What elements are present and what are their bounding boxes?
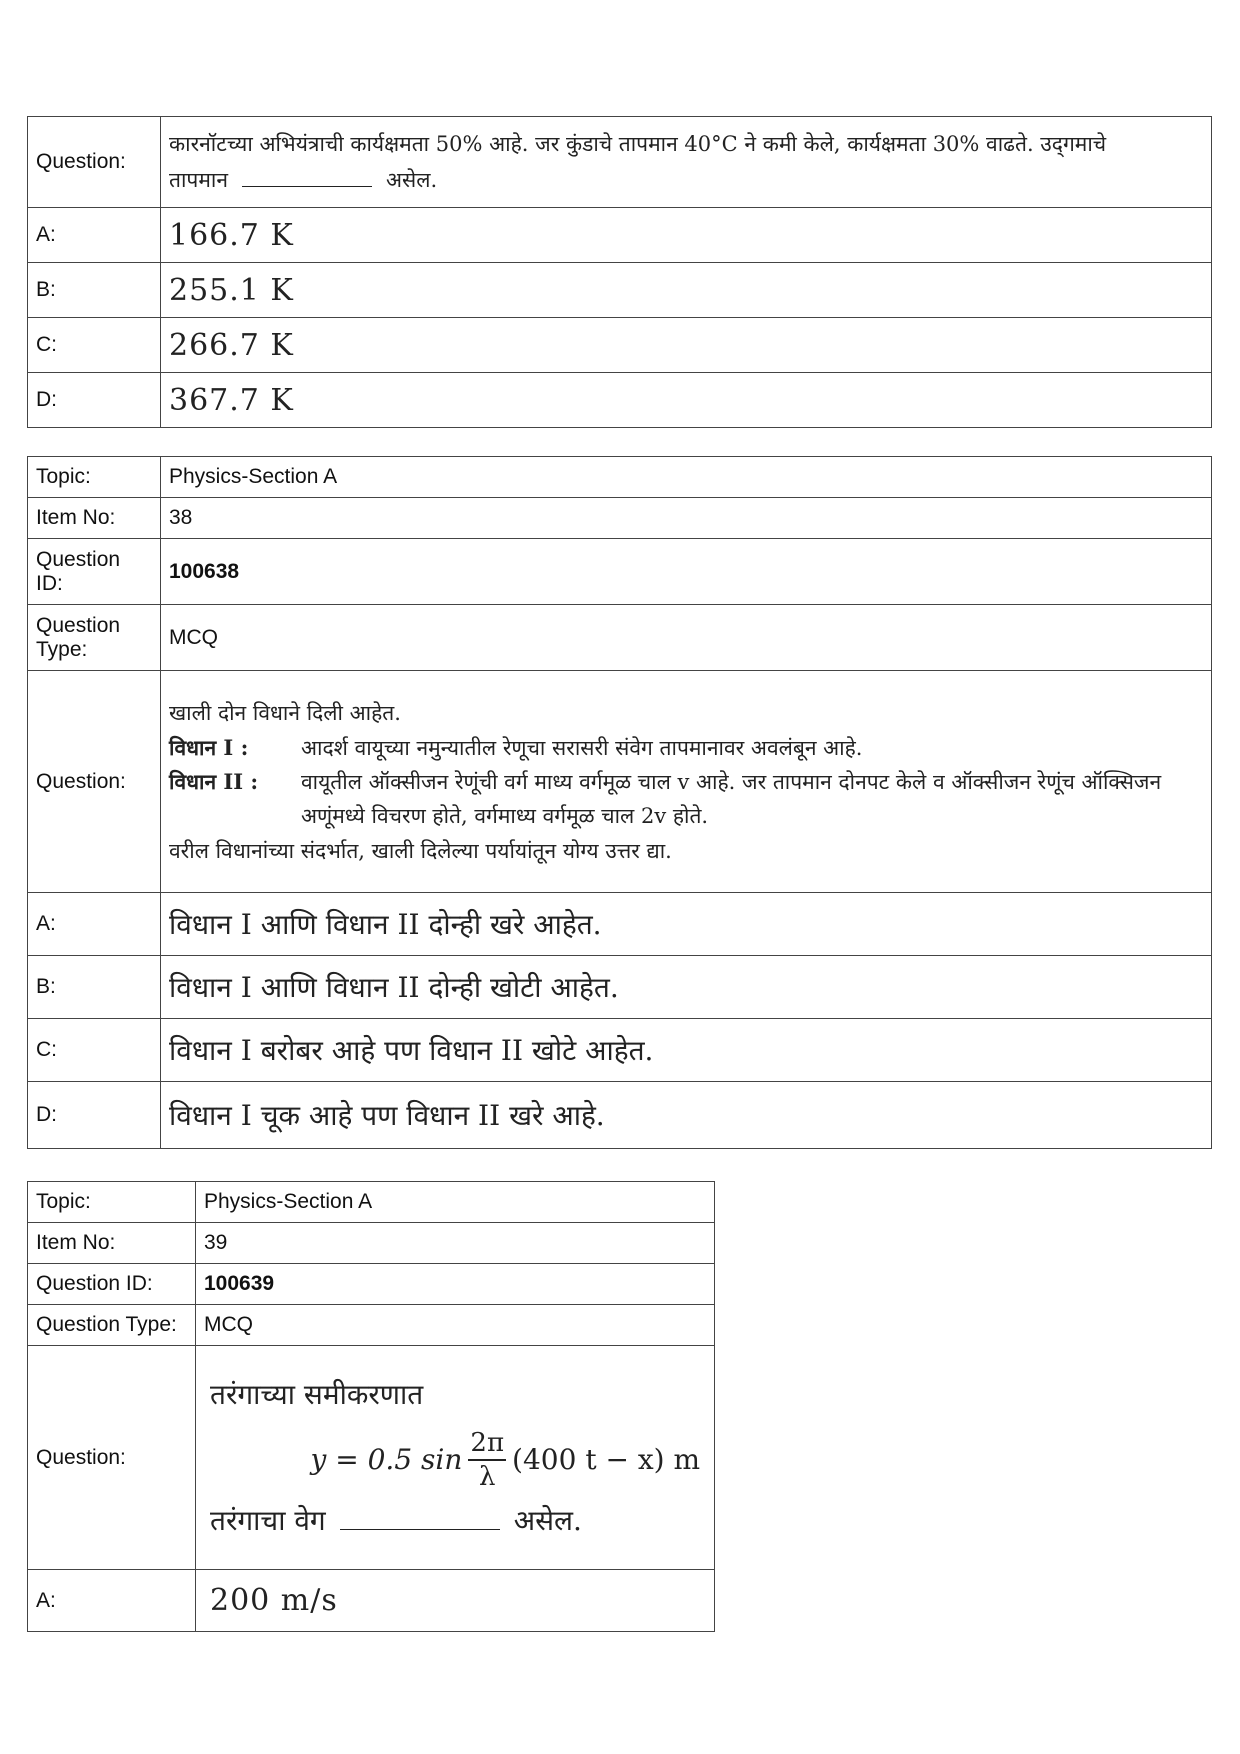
question-type-label: Question Type: (28, 605, 161, 671)
option-a-text: विधान I आणि विधान II दोन्ही खरे आहेत. (161, 893, 1212, 956)
item-no-value: 38 (161, 498, 1212, 539)
statement-2 (169, 765, 1203, 833)
option-b-text: 255.1 K (161, 263, 1212, 318)
equation-fraction (468, 1427, 506, 1493)
question-label: Question: (28, 1346, 196, 1570)
question-block-2 (27, 456, 1212, 1149)
question-line-2 (169, 162, 1203, 198)
question-end-finish: असेल. (513, 1503, 582, 1537)
statement-1-key: विधान I : (169, 734, 249, 760)
statement-1 (169, 731, 1203, 765)
question-id-value: 100638 (161, 539, 1212, 605)
option-b-label: B: (28, 263, 161, 318)
topic-value: Physics-Section A (161, 457, 1212, 498)
question-line-1: कारनॉटच्या अभियंत्राची कार्यक्षमता 50% आहे. जर कुंडाचे तापमान 40°C ने कमी केले, कार्यक्षमता 30% वाढते. उद्‌गमाचे (169, 132, 1107, 156)
topic-label: Topic: (28, 457, 161, 498)
option-c-text: 266.7 K (161, 318, 1212, 373)
wave-equation (210, 1427, 700, 1493)
option-b-text: विधान I आणि विधान II दोन्ही खोटी आहेत. (161, 956, 1212, 1019)
statement-2-text: वायूतील ऑक्सीजन रेणूंची वर्ग माध्य वर्गमूळ चाल v आहे. जर तापमान दोनपट केले व ऑक्सीजन रेणूंच ऑक्सिजन अणूंमध्ये विचरण होते, वर्गमाध्य वर्गमूळ चाल 2v होते. (301, 769, 1162, 828)
question-type-value: MCQ (196, 1305, 715, 1346)
question-intro: खाली दोन विधाने दिली आहेत. (169, 700, 401, 725)
option-c-text: विधान I बरोबर आहे पण विधान II खोटे आहेत. (161, 1019, 1212, 1082)
question-intro: तरंगाच्या समीकरणात (210, 1377, 424, 1411)
question-block-3 (27, 1181, 715, 1632)
equation-left: y = 0.5 sin (310, 1443, 463, 1476)
option-a-label: A: (28, 1570, 196, 1632)
option-a-label: A: (28, 208, 161, 263)
answer-blank (340, 1509, 500, 1530)
option-d-label: D: (28, 373, 161, 428)
option-d-text: 367.7 K (161, 373, 1212, 428)
option-d-text: विधान I चूक आहे पण विधान II खरे आहे. (161, 1082, 1212, 1149)
question-label: Question: (28, 117, 161, 208)
answer-blank (242, 168, 372, 187)
question-end (210, 1501, 700, 1541)
question-text (161, 671, 1212, 893)
statement-2-key: विधान II : (169, 768, 259, 794)
question-block-1 (27, 116, 1212, 428)
question-closing: वरील विधानांच्या संदर्भात, खाली दिलेल्या पर्यायांतून योग्य उत्तर द्या. (169, 838, 672, 863)
question-id-label: Question ID: (28, 1264, 196, 1305)
question-line-2-end: असेल. (386, 168, 438, 192)
fraction-numerator: 2π (468, 1427, 506, 1461)
option-c-label: C: (28, 1019, 161, 1082)
option-a-text: 166.7 K (161, 208, 1212, 263)
item-no-label: Item No: (28, 1223, 196, 1264)
question-line-2-start: तापमान (169, 168, 228, 192)
option-a-label: A: (28, 893, 161, 956)
topic-label: Topic: (28, 1182, 196, 1223)
item-no-value: 39 (196, 1223, 715, 1264)
question-type-value: MCQ (161, 605, 1212, 671)
option-c-label: C: (28, 318, 161, 373)
question-text (161, 117, 1212, 208)
fraction-denominator: λ (478, 1461, 496, 1492)
option-b-label: B: (28, 956, 161, 1019)
option-a-text: 200 m/s (196, 1570, 715, 1632)
question-id-value: 100639 (196, 1264, 715, 1305)
topic-value: Physics-Section A (196, 1182, 715, 1223)
statement-1-text: आदर्श वायूच्या नमुन्यातील रेणूचा सरासरी संवेग तापमानावर अवलंबून आहे. (301, 735, 863, 760)
question-type-label: Question Type: (28, 1305, 196, 1346)
option-d-label: D: (28, 1082, 161, 1149)
item-no-label: Item No: (28, 498, 161, 539)
question-text (196, 1346, 715, 1570)
question-end-start: तरंगाचा वेग (210, 1503, 326, 1537)
question-id-label: Question ID: (28, 539, 161, 605)
equation-right: (400 t − x) m (512, 1443, 700, 1476)
question-label: Question: (28, 671, 161, 893)
